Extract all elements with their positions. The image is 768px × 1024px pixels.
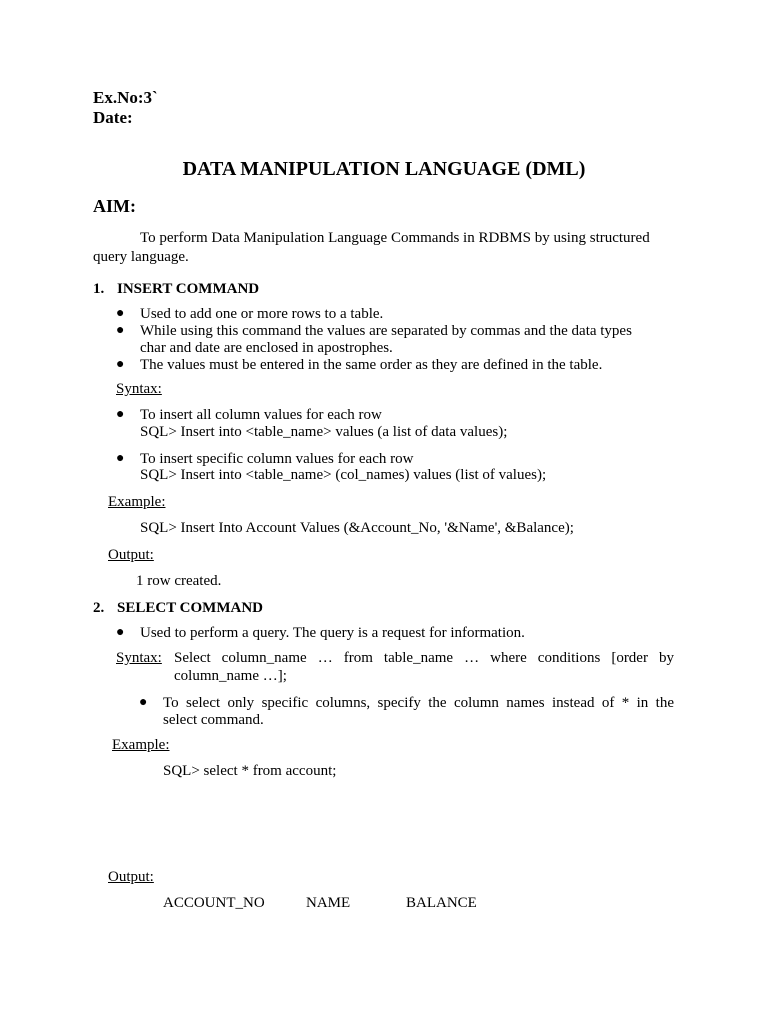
bullet-icon: ●: [116, 306, 125, 321]
bullet-icon: ●: [116, 357, 125, 372]
insert-example-sql: SQL> Insert Into Account Values (&Account_No, '&Name', &Balance);: [140, 520, 574, 536]
insert-syntax-sql-2: SQL> Insert into <table_name> (col_names) values (list of values);: [140, 467, 547, 483]
insert-syntax-label: Syntax:: [116, 381, 162, 397]
select-bullet-1: Used to perform a query. The query is a request for information.: [140, 625, 525, 641]
select-syntax-line1: Select column_name … from table_name … where conditions [order by: [174, 650, 674, 666]
select-syntax-line2: column_name …];: [174, 668, 287, 684]
select-sub-bullet-line2: select command.: [163, 712, 264, 728]
aim-heading: AIM:: [93, 196, 136, 216]
output-column-name: NAME: [306, 895, 351, 911]
insert-example-label: Example:: [108, 494, 166, 510]
exercise-number: Ex.No:3`: [93, 88, 158, 107]
output-column-account-no: ACCOUNT_NO: [163, 895, 265, 911]
select-heading: SELECT COMMAND: [117, 600, 263, 616]
select-output-label: Output:: [108, 869, 154, 885]
page-title: DATA MANIPULATION LANGUAGE (DML): [182, 158, 586, 180]
section-number-1: 1.: [93, 281, 105, 297]
output-column-balance: BALANCE: [406, 895, 477, 911]
aim-text-line1: To perform Data Manipulation Language Commands in RDBMS by using structured: [140, 230, 650, 246]
insert-syntax-desc-1: To insert all column values for each row: [140, 407, 382, 423]
insert-bullet-2-cont: char and date are enclosed in apostrophes.: [140, 340, 393, 356]
insert-syntax-sql-1: SQL> Insert into <table_name> values (a list of data values);: [140, 424, 508, 440]
bullet-icon: ●: [139, 695, 148, 710]
insert-heading: INSERT COMMAND: [117, 281, 260, 297]
bullet-icon: ●: [116, 625, 125, 640]
select-example-label: Example:: [112, 737, 170, 753]
insert-output-label: Output:: [108, 547, 154, 563]
bullet-icon: ●: [116, 451, 125, 466]
insert-output-text: 1 row created.: [136, 573, 222, 589]
select-syntax-label: Syntax:: [116, 650, 162, 666]
date-label: Date:: [93, 108, 133, 127]
insert-bullet-3: The values must be entered in the same order as they are defined in the table.: [140, 357, 603, 373]
insert-bullet-2: While using this command the values are separated by commas and the data types: [140, 323, 632, 339]
insert-syntax-desc-2: To insert specific column values for each row: [140, 451, 414, 467]
bullet-icon: ●: [116, 323, 125, 338]
insert-bullet-1: Used to add one or more rows to a table.: [140, 306, 384, 322]
bullet-icon: ●: [116, 407, 125, 422]
select-example-sql: SQL> select * from account;: [163, 763, 337, 779]
select-sub-bullet-line1: To select only specific columns, specify the column names instead of * in the: [163, 695, 674, 711]
section-number-2: 2.: [93, 600, 105, 616]
aim-text-line2: query language.: [93, 249, 189, 265]
